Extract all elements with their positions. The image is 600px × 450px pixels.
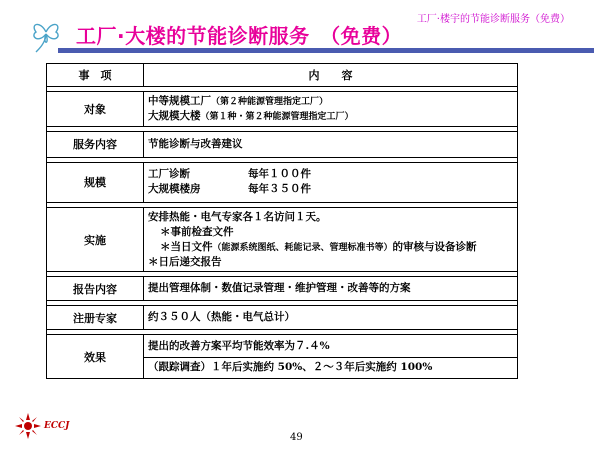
row-label-target: 对象 [47,92,144,127]
target-line2-main: 大规模大楼 [148,109,201,122]
row-label-effect: 效果 [47,335,144,379]
effect-line1: 提出的改善方案平均节能效率为７.４% [148,339,330,352]
effect-line2: （跟踪调查）１年后实施约 50%、２～３年后实施约 100% [144,357,517,375]
table-row [47,92,518,127]
row-label-service: 服务内容 [47,131,144,157]
column-header-item: 事 项 [47,64,144,87]
impl-line2: ＊事前检查文件 [160,225,234,238]
impl-line1: 安排热能・电气专家各１名访问１天。 [148,210,327,223]
row-content-experts: 约３５０人（热能・电气总计） [144,306,518,330]
row-content-scale [144,162,518,202]
service-table [46,63,518,379]
row-label-report: 报告内容 [47,277,144,301]
impl-line3-b: 的审核与设备诊断 [392,240,477,253]
running-header: 工厂·楼宇的节能诊断服务（免费） [416,14,570,25]
page-number: 49 [290,432,303,443]
row-label-experts: 注册专家 [47,306,144,330]
title-underline-bar [58,48,594,53]
impl-line3-note: （能源系统图纸、耗能记录、管理标准书等） [212,242,393,253]
target-line1-main: 中等规模工厂 [148,95,211,107]
eccj-logo-icon [14,412,42,440]
scale-item1-name: 工厂诊断 [148,168,190,181]
row-content-report: 提出管理体制・数值记录管理・维护管理・改善等的方案 [144,277,518,301]
table-row [47,306,518,330]
column-header-content: 内 容 [144,64,518,87]
scale-item2-name: 大规模楼房 [148,183,201,196]
table-row [47,131,518,157]
row-content-service: 节能诊断与改善建议 [144,131,518,157]
target-line1-note: （第２种能源管理指定工厂） [211,97,329,107]
scale-item2-value: 每年３５０件 [248,183,311,196]
table-row [47,162,518,202]
row-content-effect [144,335,518,379]
table-row [47,207,518,272]
eccj-logo-text: ECCJ [44,421,70,431]
impl-line4: ＊日后递交报告 [148,255,222,268]
impl-line3-a: ＊当日文件 [160,240,213,253]
row-label-scale: 规模 [47,162,144,202]
table-header-row [47,64,518,87]
target-line2-note: （第１种・第２种能源管理指定工厂） [200,111,354,122]
row-content-target [144,92,518,127]
row-content-impl [144,207,518,272]
row-label-impl: 实施 [47,207,144,272]
scale-item1-value: 每年１００件 [248,168,311,181]
table-row [47,335,518,379]
page-title: 工厂·大楼的节能诊断服务 （免费） [76,24,403,48]
table-row [47,277,518,301]
